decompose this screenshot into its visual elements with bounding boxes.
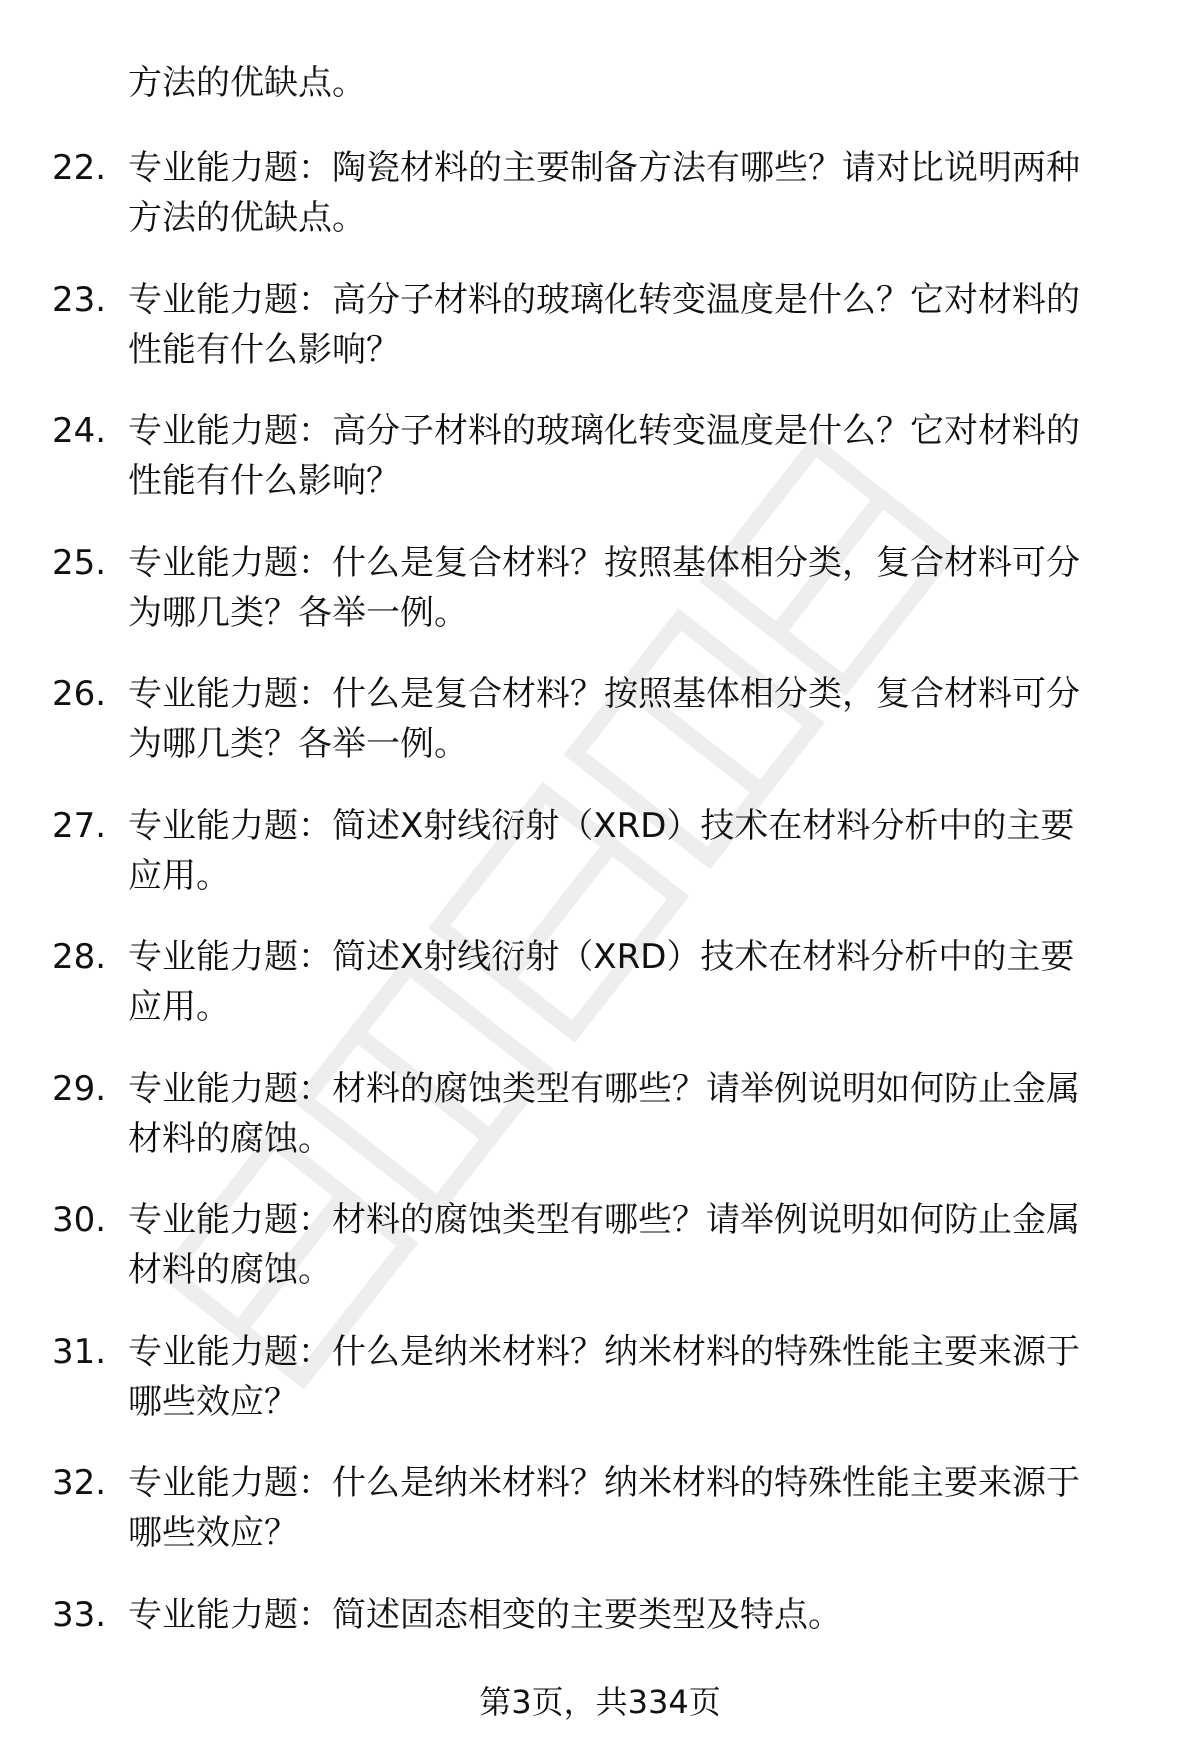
page-footer: 第3页，共334页	[479, 1683, 721, 1721]
question-number: 23.	[52, 279, 107, 320]
question-line-1: 专业能力题：陶瓷材料的主要制备方法有哪些？请对比说明两种	[128, 148, 1080, 188]
question-item	[0, 669, 1200, 769]
question-line-2: 方法的优缺点。	[128, 198, 366, 238]
question-item	[0, 275, 1200, 375]
question-line-1: 专业能力题：什么是复合材料？按照基体相分类，复合材料可分	[128, 674, 1080, 714]
question-line-1: 专业能力题：高分子材料的玻璃化转变温度是什么？它对材料的	[128, 411, 1080, 451]
question-text	[128, 1195, 1148, 1295]
question-text	[128, 669, 1148, 769]
question-text	[128, 1064, 1148, 1164]
question-line-1: 专业能力题：简述X射线衍射（XRD）技术在材料分析中的主要	[128, 805, 1075, 846]
question-number: 24.	[52, 411, 107, 451]
question-text	[128, 143, 1148, 243]
question-number: 28.	[52, 937, 107, 977]
question-line-1: 专业能力题：简述固态相变的主要类型及特点。	[128, 1594, 842, 1635]
question-number: 31.	[52, 1331, 107, 1372]
question-item	[0, 538, 1200, 638]
question-line-2: 材料的腐蚀。	[128, 1118, 332, 1159]
question-item	[0, 1458, 1200, 1558]
question-line-1: 专业能力题：高分子材料的玻璃化转变温度是什么？它对材料的	[128, 279, 1080, 320]
question-item	[0, 801, 1200, 901]
question-text	[128, 275, 1148, 375]
question-item	[0, 1064, 1200, 1164]
question-line-1: 专业能力题：简述X射线衍射（XRD）技术在材料分析中的主要	[128, 937, 1075, 977]
question-number: 27.	[52, 805, 107, 846]
question-line-2: 哪些效应？	[128, 1381, 298, 1422]
question-number: 33.	[52, 1594, 107, 1635]
question-line-2: 为哪几类？各举一例。	[128, 724, 468, 764]
question-line-1: 专业能力题：材料的腐蚀类型有哪些？请举例说明如何防止金属	[128, 1200, 1080, 1240]
question-text	[128, 1327, 1148, 1427]
question-text	[128, 1458, 1148, 1558]
question-line-1: 专业能力题：材料的腐蚀类型有哪些？请举例说明如何防止金属	[128, 1068, 1080, 1109]
question-text	[128, 801, 1148, 901]
question-line-1: 专业能力题：什么是纳米材料？纳米材料的特殊性能主要来源于	[128, 1331, 1080, 1372]
question-item	[0, 406, 1200, 506]
question-number: 32.	[52, 1463, 107, 1503]
question-line-1: 专业能力题：什么是复合材料？按照基体相分类，复合材料可分	[128, 542, 1080, 583]
question-line-1: 专业能力题：什么是纳米材料？纳米材料的特殊性能主要来源于	[128, 1463, 1080, 1503]
question-text	[128, 406, 1148, 506]
question-item	[0, 1590, 1200, 1690]
question-number: 30.	[52, 1200, 107, 1240]
question-item	[0, 932, 1200, 1032]
question-text	[128, 538, 1148, 638]
question-text	[128, 932, 1148, 1032]
question-line-2: 性能有什么影响？	[128, 329, 400, 370]
question-line-2: 应用。	[128, 987, 230, 1027]
question-item	[0, 1195, 1200, 1295]
question-line-2: 为哪几类？各举一例。	[128, 592, 468, 633]
question-number: 29.	[52, 1068, 107, 1109]
question-line-2: 材料的腐蚀。	[128, 1250, 332, 1290]
question-list	[0, 143, 1200, 1721]
question-line-2: 性能有什么影响？	[128, 461, 400, 501]
question-item	[0, 1327, 1200, 1427]
question-line-2: 应用。	[128, 855, 230, 896]
question-number: 25.	[52, 542, 107, 583]
question-item	[0, 143, 1200, 243]
continuation-text: 方法的优缺点。	[128, 63, 366, 103]
question-line-2: 哪些效应？	[128, 1513, 298, 1553]
question-number: 22.	[52, 148, 107, 188]
question-number: 26.	[52, 674, 107, 714]
question-text	[128, 1590, 1148, 1640]
